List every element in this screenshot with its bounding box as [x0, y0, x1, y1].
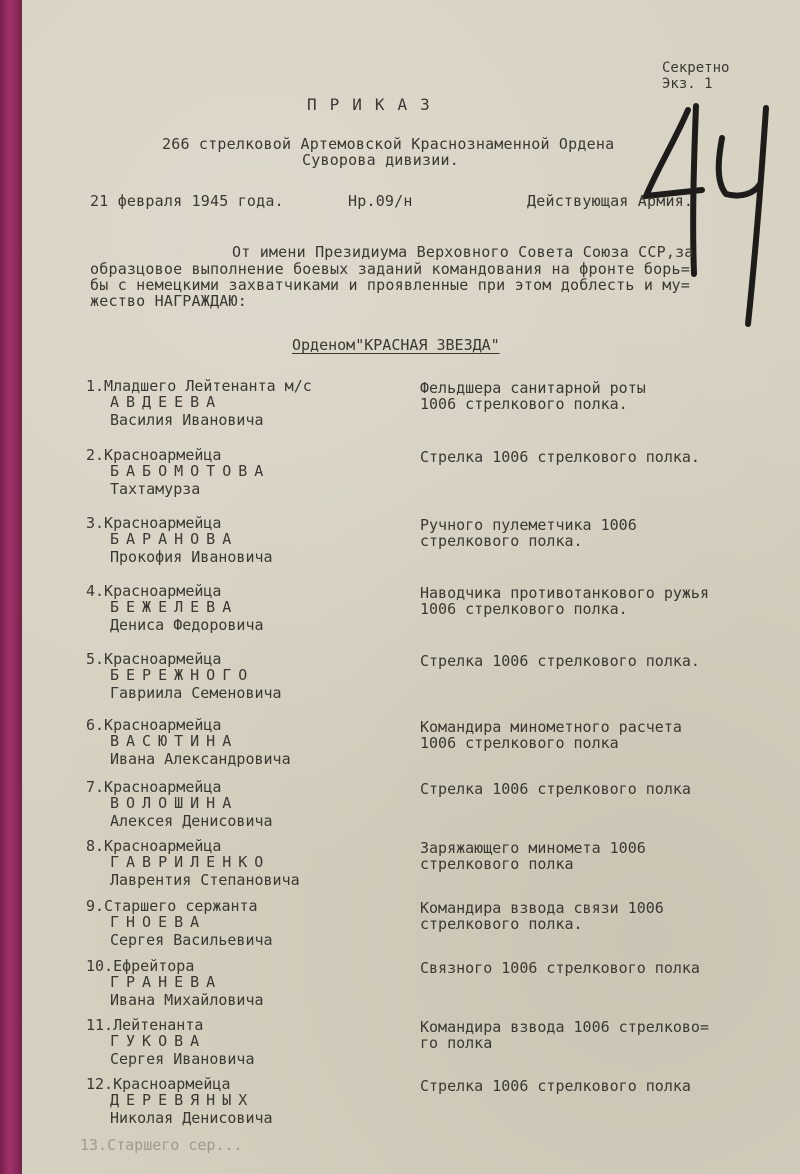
entry-position-line1: Связного 1006 стрелкового полка: [420, 959, 700, 977]
secret-label: Секретно: [662, 60, 730, 76]
order-award-name: Орденом"КРАСНАЯ ЗВЕЗДА": [292, 336, 500, 354]
order-location: Действующая Армия.: [527, 192, 694, 210]
document-title: ПРИКАЗ: [307, 95, 443, 114]
entry-rank: 10.Ефрейтора: [86, 957, 195, 975]
entry-position-line2: го полка: [420, 1034, 493, 1052]
entry-rank: 3.Красноармейца: [86, 514, 222, 532]
entry-given-names: Николая Денисовича: [110, 1109, 273, 1127]
entry-position-line1: Командира минометного расчета: [420, 718, 682, 736]
entry-position-line2: стрелкового полка.: [420, 532, 583, 550]
preamble-line4: жество НАГРАЖДАЮ:: [90, 292, 247, 310]
entry-rank: 5.Красноармейца: [86, 650, 222, 668]
entry-rank: 6.Красноармейца: [86, 716, 222, 734]
unit-name-line1: 266 стрелковой Артемовской Краснознаменной Ордена: [162, 135, 615, 153]
entry-position-line1: Фельдшера санитарной роты: [420, 379, 646, 397]
entry-surname: ГАВРИЛЕНКО: [110, 853, 271, 871]
award-entry: [86, 838, 756, 898]
entry-surname: БЕРЕЖНОГО: [110, 666, 255, 684]
award-entry: [86, 447, 756, 507]
entry-position-line2: стрелкового полка: [420, 855, 574, 873]
entry-rank: 2.Красноармейца: [86, 446, 222, 464]
award-entry: [86, 898, 756, 958]
entry-surname: БАРАНОВА: [110, 530, 239, 548]
order-number: Нр.09/н: [348, 192, 413, 210]
entry-rank: 11.Лейтенанта: [86, 1016, 204, 1034]
faded-next-entry: 13.Старшего сер...: [80, 1136, 243, 1154]
entry-surname: ВАСЮТИНА: [110, 732, 239, 750]
entry-given-names: Прокофия Ивановича: [110, 548, 273, 566]
entry-surname: ГУКОВА: [110, 1032, 207, 1050]
entry-position-line2: стрелкового полка.: [420, 915, 583, 933]
document-page: [22, 0, 800, 1174]
entry-surname: АВДЕЕВА: [110, 393, 223, 411]
award-entry: [86, 1076, 756, 1136]
award-entry: [86, 717, 756, 777]
secrecy-stamp: [662, 60, 729, 92]
entry-given-names: Алексея Денисовича: [110, 812, 273, 830]
award-entry: [86, 779, 756, 839]
entry-rank: 1.Младшего Лейтенанта м/с: [86, 377, 312, 395]
entry-surname: ВОЛОШИНА: [110, 794, 239, 812]
award-entry: [86, 1017, 756, 1077]
binding-strip: [0, 0, 22, 1174]
entry-given-names: Ивана Александровича: [110, 750, 291, 768]
entry-given-names: Сергея Васильевича: [110, 931, 273, 949]
entry-given-names: Василия Ивановича: [110, 411, 264, 429]
entry-given-names: Тахтамурза: [110, 480, 201, 498]
entry-given-names: Лаврентия Степановича: [110, 871, 300, 889]
entry-given-names: Сергея Ивановича: [110, 1050, 255, 1068]
award-entry: [86, 515, 756, 575]
entry-position-line1: Стрелка 1006 стрелкового полка.: [420, 652, 700, 670]
entry-position-line1: Командира взвода связи 1006: [420, 899, 664, 917]
entry-position-line1: Ручного пулеметчика 1006: [420, 516, 637, 534]
entry-surname: ГНОЕВА: [110, 913, 207, 931]
entry-position-line1: Стрелка 1006 стрелкового полка: [420, 780, 691, 798]
entry-surname: ДЕРЕВЯНЫХ: [110, 1091, 255, 1109]
entry-position-line1: Стрелка 1006 стрелкового полка: [420, 1077, 691, 1095]
entry-surname: БЕЖЕЛЕВА: [110, 598, 239, 616]
entry-surname: ГРАНЕВА: [110, 973, 223, 991]
preamble-line3: бы с немецкими захватчиками и проявленные при этом доблесть и му=: [90, 276, 690, 294]
preamble-line1: От имени Президиума Верховного Совета Союза ССР,за: [232, 243, 694, 261]
entry-position-line2: 1006 стрелкового полка: [420, 734, 619, 752]
entry-position-line2: 1006 стрелкового полка.: [420, 395, 628, 413]
entry-given-names: Дениса Федоровича: [110, 616, 264, 634]
preamble-line2: образцовое выполнение боевых заданий командования на фронте борь=: [90, 260, 690, 278]
award-entry: [86, 651, 756, 711]
entry-rank: 8.Красноармейца: [86, 837, 222, 855]
entry-rank: 7.Красноармейца: [86, 778, 222, 796]
entry-position-line1: Командира взвода 1006 стрелково=: [420, 1018, 709, 1036]
entry-position-line2: 1006 стрелкового полка.: [420, 600, 628, 618]
award-entry: [86, 378, 756, 438]
entry-rank: 9.Старшего сержанта: [86, 897, 258, 915]
unit-name-line2: Суворова дивизии.: [302, 151, 459, 169]
award-entry: [86, 583, 756, 643]
entry-position-line1: Стрелка 1006 стрелкового полка.: [420, 448, 700, 466]
entry-surname: БАБОМОТОВА: [110, 462, 271, 480]
order-date: 21 февраля 1945 года.: [90, 192, 284, 210]
entry-position-line1: Наводчика противотанкового ружья: [420, 584, 709, 602]
copy-number: Экз. 1: [662, 76, 713, 92]
entry-given-names: Ивана Михайловича: [110, 991, 264, 1009]
award-entry: [86, 958, 756, 1018]
entry-rank: 4.Красноармейца: [86, 582, 222, 600]
entry-position-line1: Заряжающего миномета 1006: [420, 839, 646, 857]
entry-given-names: Гавриила Семеновича: [110, 684, 282, 702]
entry-rank: 12.Красноармейца: [86, 1075, 231, 1093]
